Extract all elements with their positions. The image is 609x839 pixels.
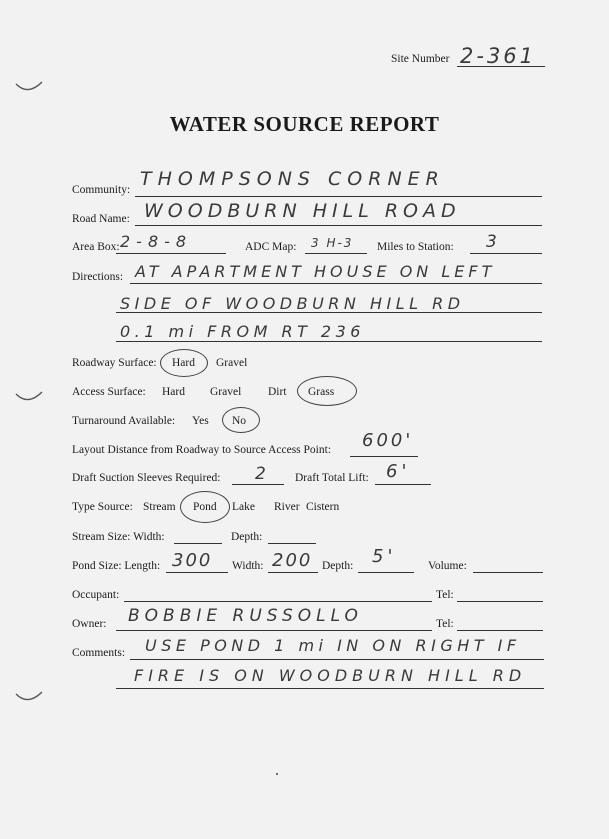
type-option-stream: Stream [143,501,176,513]
area-box-value: 2-8-8 [120,232,193,251]
comments-line-2: FIRE IS ON WOODBURN HILL RD [134,666,527,685]
draft-sleeves-label: Draft Suction Sleeves Required: [72,472,221,484]
roadway-hard-circle [160,349,208,377]
type-pond-circle [180,491,230,523]
owner-value: BOBBIE RUSSOLLO [128,606,363,626]
type-option-cistern: Cistern [306,501,340,513]
site-number-value: 2-361 [460,44,537,68]
adc-map-value: 3 H-3 [311,236,354,250]
owner-label: Owner: [72,618,107,630]
type-source-label: Type Source: [72,501,133,513]
area-box-label: Area Box: [72,241,120,253]
directions-line-3: 0.1 mi FROM RT 236 [120,322,365,341]
comments-line-1: USE POND 1 mi IN ON RIGHT IF [145,636,521,655]
roadway-option-gravel: Gravel [216,357,248,369]
pond-depth-value: 5' [372,546,397,567]
turnaround-option-yes: Yes [192,415,209,427]
draft-sleeves-value: 2 [255,464,270,484]
punch-mark-bottom [14,690,44,706]
road-name-value: WOODBURN HILL ROAD [144,200,461,222]
access-option-hard: Hard [162,386,185,398]
occupant-label: Occupant: [72,589,120,601]
type-option-river: River [274,501,300,513]
road-name-label: Road Name: [72,213,130,225]
access-grass-circle [297,376,357,406]
punch-mark-top [14,80,44,96]
pond-width-label: Width: [232,560,264,572]
punch-mark-middle [14,390,44,406]
site-number-label: Site Number [391,53,450,65]
stream-depth-label: Depth: [231,531,263,543]
miles-to-station-value: 3 [486,232,501,252]
adc-map-label: ADC Map: [245,241,297,253]
page-title: WATER SOURCE REPORT [169,112,440,136]
access-option-dirt: Dirt [268,386,287,398]
directions-label: Directions: [72,271,124,283]
turnaround-no-circle [222,407,260,433]
pond-size-label: Pond Size: Length: [72,560,161,572]
stream-size-label: Stream Size: Width: [72,531,165,543]
pond-length-value: 300 [172,550,213,571]
community-value: THOMPSONS CORNER [140,168,445,190]
owner-tel-label: Tel: [436,618,454,630]
comments-label: Comments: [72,647,126,659]
community-label: Community: [72,184,131,196]
roadway-option-hard: Hard [172,357,195,369]
draft-lift-value: 6' [386,461,411,482]
access-option-gravel: Gravel [210,386,242,398]
stray-dot [276,773,278,775]
turnaround-option-no: No [232,415,247,427]
draft-lift-label: Draft Total Lift: [295,472,369,484]
layout-distance-value: 600' [362,430,414,451]
directions-line-2: SIDE OF WOODBURN HILL RD [120,294,465,313]
access-surface-label: Access Surface: [72,386,146,398]
pond-depth-label: Depth: [322,560,354,572]
miles-to-station-label: Miles to Station: [377,241,454,253]
type-option-lake: Lake [232,501,255,513]
roadway-surface-label: Roadway Surface: [72,357,157,369]
volume-label: Volume: [428,560,467,572]
type-option-pond: Pond [193,501,217,513]
access-option-grass: Grass [308,386,335,398]
directions-line-1: AT APARTMENT HOUSE ON LEFT [135,262,496,281]
turnaround-label: Turnaround Available: [72,415,176,427]
layout-distance-label: Layout Distance from Roadway to Source Access Point: [72,444,332,456]
pond-width-value: 200 [272,550,313,571]
occupant-tel-label: Tel: [436,589,454,601]
